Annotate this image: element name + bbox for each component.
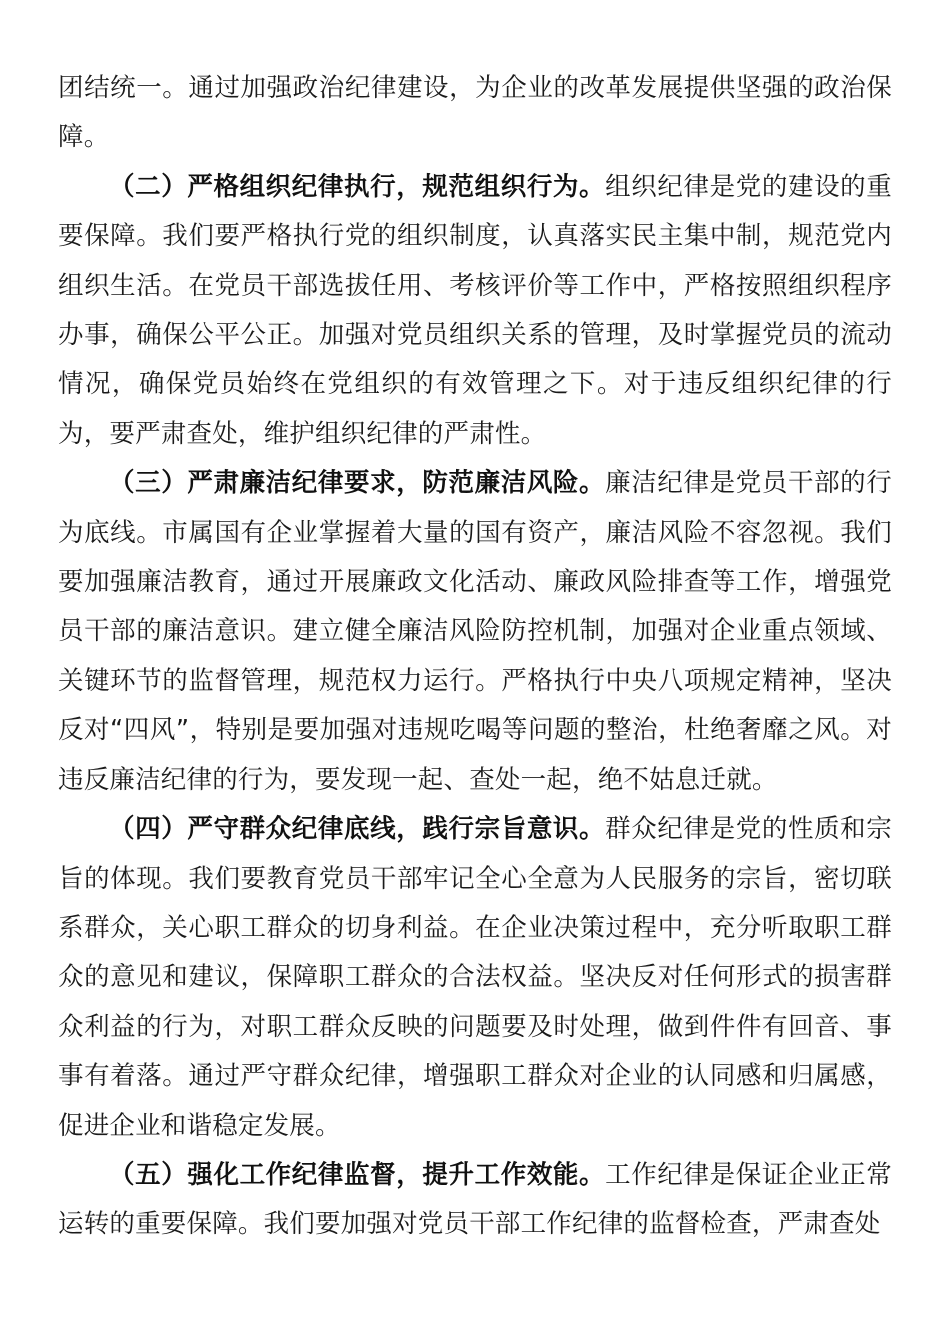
section-paragraph-5	[58, 1151, 892, 1250]
intro-paragraph: 团结统一。通过加强政治纪律建设，为企业的改革发展提供坚强的政治保障。	[58, 73, 892, 153]
section-heading-4: （四）严守群众纪律底线，践行宗旨意识。	[109, 814, 606, 845]
section-body-3: 廉洁纪律是党员干部的行为底线。市属国有企业掌握着大量的国有资产，廉洁风险不容忽视。我们要加强廉洁教育，通过开展廉政文化活动、廉政风险排查等工作，增强党员干部的廉洁意识。建立健全廉洁风险防控机制，加强对企业重点领域、关键环节的监督管理，规范权力运行。严格执行中央八项规定精神，坚决反对“四风”，特别是要加强对违规吃喝等问题的整治，杜绝奢靡之风。对违反廉洁纪律的行为，要发现一起、查处一起，绝不姑息迁就。	[58, 468, 892, 795]
section-body-2: 组织纪律是党的建设的重要保障。我们要严格执行党的组织制度，认真落实民主集中制，规范党内组织生活。在党员干部选拔任用、考核评价等工作中，严格按照组织程序办事，确保公平公正。加强对党员组织关系的管理，及时掌握党员的流动情况，确保党员始终在党组织的有效管理之下。对于违反组织纪律的行为，要严肃查处，维护组织纪律的严肃性。	[58, 171, 892, 449]
section-heading-3: （三）严肃廉洁纪律要求，防范廉洁风险。	[109, 468, 606, 499]
section-paragraph-3	[58, 459, 892, 805]
section-heading-5: （五）强化工作纪律监督，提升工作效能。	[109, 1159, 606, 1190]
document-page	[58, 64, 892, 1250]
section-body-5: 工作纪律是保证企业正常运转的重要保障。我们要加强对党员干部工作纪律的监督检查，严肃查处	[58, 1159, 892, 1240]
section-paragraph-2	[58, 163, 892, 459]
section-paragraph-4	[58, 805, 892, 1151]
section-body-4: 群众纪律是党的性质和宗旨的体现。我们要教育党员干部牢记全心全意为人民服务的宗旨，密切联系群众，关心职工群众的切身利益。在企业决策过程中，充分听取职工群众的意见和建议，保障职工群众的合法权益。坚决反对任何形式的损害群众利益的行为，对职工群众反映的问题要及时处理，做到件件有回音、事事有着落。通过严守群众纪律，增强职工群众对企业的认同感和归属感，促进企业和谐稳定发展。	[58, 814, 892, 1141]
section-heading-2: （二）严格组织纪律执行，规范组织行为。	[109, 171, 606, 202]
